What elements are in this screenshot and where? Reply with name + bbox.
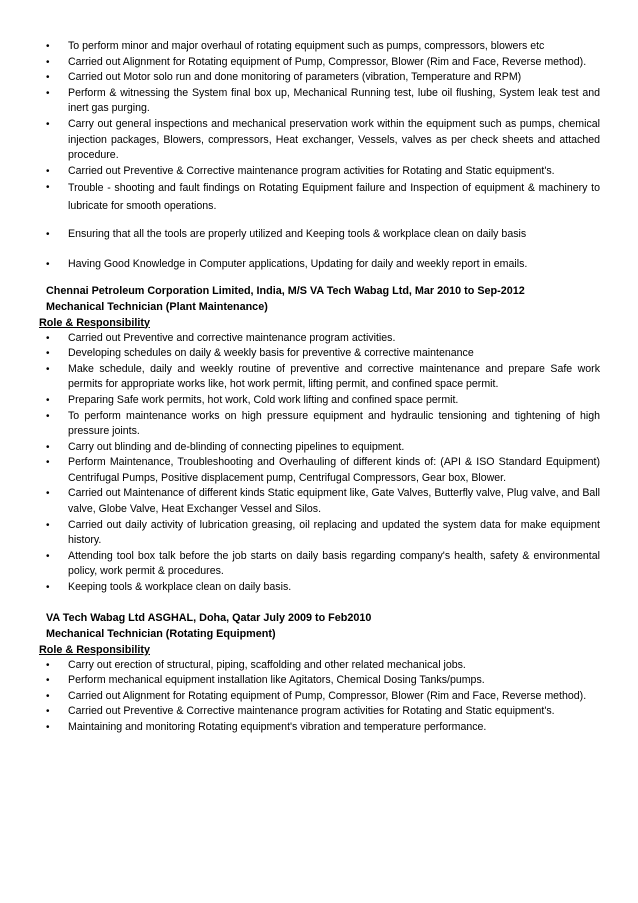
bullet-icon: • [46,87,50,99]
list-item: • Carried out Motor solo run and done monitoring of parameters (vibration, Temperature and RPM) [0,70,638,86]
bullet-icon: • [46,165,50,177]
bullet-icon: • [46,410,50,422]
list-item: • To perform maintenance works on high pressure equipment and hydraulic tensioning and tightening of high pressure joints. [46,409,600,438]
job1-bullet-list [0,331,638,596]
list-item: • Attending tool box talk before the job starts on daily basis regarding company's health, safety & environmental policy, work permit & procedures. [46,549,600,578]
bullet-icon: • [46,41,50,52]
bullet-icon: • [46,550,50,562]
list-item: • Ensuring that all the tools are properly utilized and Keeping tools & workplace clean on daily basis [0,227,638,243]
list-item: • Make schedule, daily and weekly routine of preventive and corrective maintenance and prepare Safe work permits for appropriate works like, hot work permit, lifting permit, and confined space permit. [46,362,600,391]
job1-role-heading: Role & Responsibility [39,316,150,329]
list-item: • Developing schedules on daily & weekly basis for preventive & corrective maintenance [0,346,638,362]
list-item: • Carried out Alignment for Rotating equipment of Pump, Compressor, Blower (Rim and Face, Reverse method). [0,689,638,705]
bullet-icon: • [46,457,50,469]
bullet-icon: • [46,706,50,718]
list-item: • Carry out blinding and de-blinding of connecting pipelines to equipment. [0,440,638,456]
list-item: • Carry out erection of structural, piping, scaffolding and other related mechanical jobs. [0,658,638,674]
bullet-icon: • [46,363,50,375]
job2-position: Mechanical Technician (Rotating Equipment) [46,627,276,640]
job2-role-heading: Role & Responsibility [39,643,150,656]
bullet-icon: • [46,56,50,68]
job1-company: Chennai Petroleum Corporation Limited, India, M/S VA Tech Wabag Ltd, Mar 2010 to Sep-2012 [46,284,525,297]
list-item: • Carried out Preventive & Corrective maintenance program activities for Rotating and Static equipment's. [0,704,638,720]
list-item: • To perform minor and major overhaul of rotating equipment such as pumps, compressors, blowers etc [0,39,638,55]
list-item: • Maintaining and monitoring Rotating equipment's vibration and temperature performance. [0,720,638,736]
list-item: • Carried out Preventive & Corrective maintenance program activities for Rotating and Static equipment's. [0,164,638,180]
list-item: • Perform mechanical equipment installation like Agitators, Chemical Dosing Tanks/pumps. [0,673,638,689]
list-item: • Carried out daily activity of lubrication greasing, oil replacing and updated the system data for make equipment history. [46,518,600,547]
bullet-icon: • [46,258,50,270]
list-item: • Preparing Safe work permits, hot work, Cold work lifting and confined space permit. [0,393,638,409]
bullet-icon: • [46,348,50,360]
bullet-icon: • [46,72,50,84]
bullet-icon: • [46,332,50,344]
list-item: • Keeping tools & workplace clean on daily basis. [0,580,638,596]
list-item: • Carried out Maintenance of different kinds Static equipment like, Gate Valves, Butterfly valve, Plug valve, and Ball valve, Globe Valve, Heat Exchanger Vessel and Silos. [46,487,600,516]
list-item: • Carried out Alignment for Rotating equipment of Pump, Compressor, Blower (Rim and Face, Reverse method). [0,55,638,71]
section1-extra-list [0,227,638,272]
bullet-icon: • [46,441,50,453]
list-item: • Having Good Knowledge in Computer applications, Updating for daily and weekly report in emails. [0,257,638,273]
bullet-icon: • [46,182,50,194]
bullet-icon: • [46,582,50,594]
list-item: • Perform & witnessing the System final box up, Mechanical Running test, lube oil flushing, System leak test and inert gas purging. [46,86,600,115]
list-item: • Carried out Preventive and corrective maintenance program activities. [0,331,638,347]
bullet-icon: • [46,488,50,500]
list-item: • Trouble - shooting and fault findings on Rotating Equipment failure and Inspection of equipment & machinery to lubricate for smooth operations. [0,179,638,215]
job2-company: VA Tech Wabag Ltd ASGHAL, Doha, Qatar July 2009 to Feb2010 [46,611,372,624]
bullet-icon: • [46,675,50,687]
job1-position: Mechanical Technician (Plant Maintenance) [46,300,268,313]
bullet-icon: • [46,394,50,406]
list-item: • Carry out general inspections and mechanical preservation work within the equipment such as pumps, chemical injection packages, Blowers, compressors, Heat exchanger, Vessels, valves as per check sheets and attached procedure. [46,117,600,162]
bullet-icon: • [46,659,50,671]
bullet-icon: • [46,229,50,241]
bullet-icon: • [46,519,50,531]
list-item: • Perform Maintenance, Troubleshooting and Overhauling of different kinds of: (API & ISO Standard Equipment) Centrifugal Pumps, Positive displacement pump, Centrifugal Compressors, Gear box, Blower. [46,456,600,484]
job2-bullet-list [0,658,638,736]
section1-bullet-list [0,39,638,215]
bullet-icon: • [46,690,50,702]
bullet-icon: • [46,722,50,733]
bullet-icon: • [46,118,50,130]
